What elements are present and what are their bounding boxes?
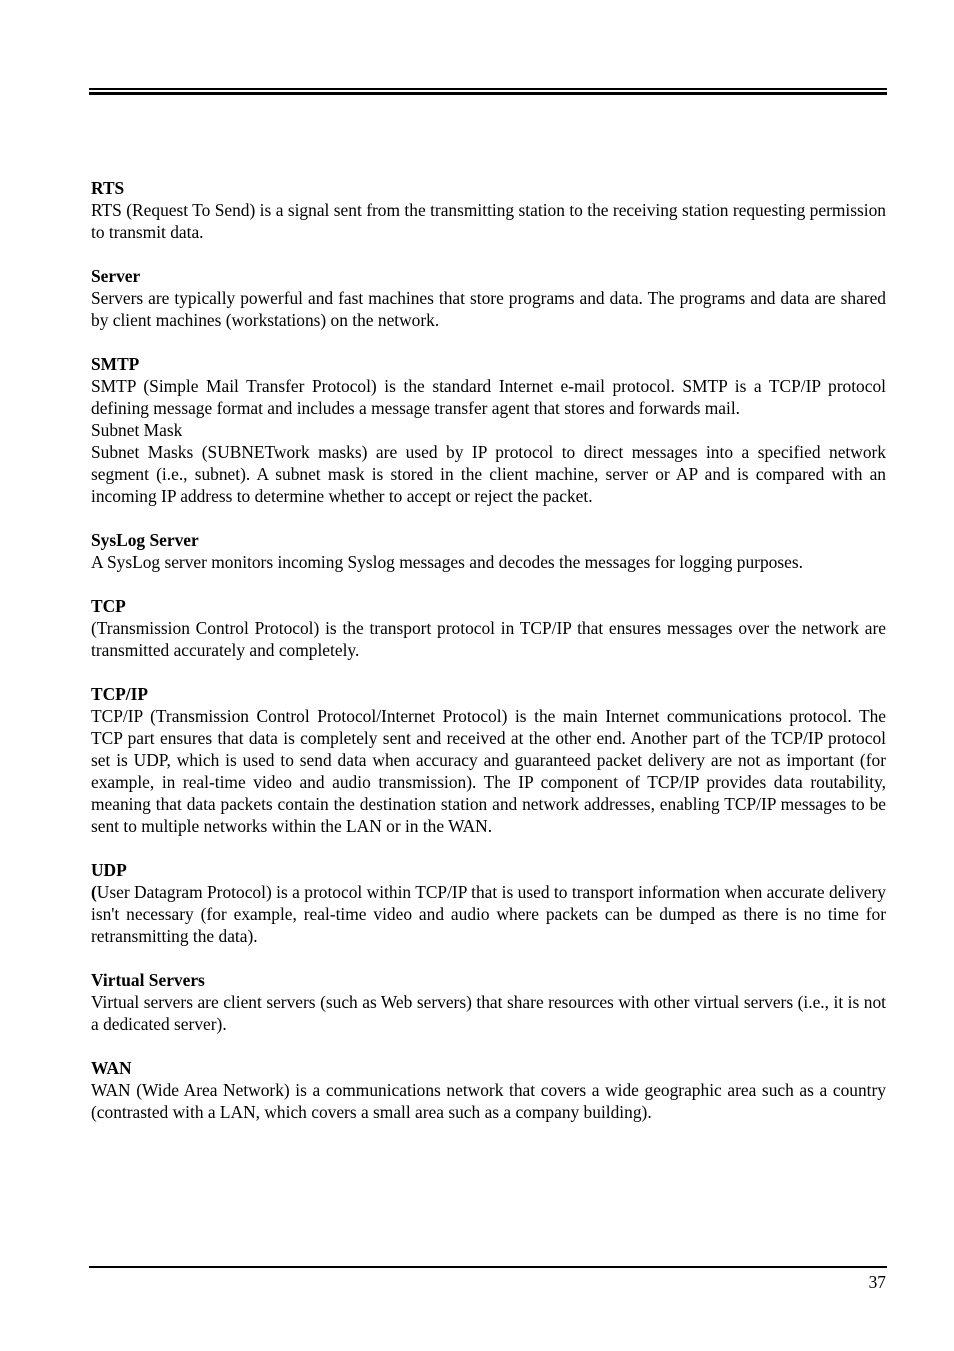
glossary-content (91, 177, 886, 1145)
glossary-term: Virtual Servers (91, 970, 205, 990)
glossary-entry-tcp-ip (91, 683, 886, 837)
glossary-entry-tcp (91, 595, 886, 661)
definition-text: User Datagram Protocol) is a protocol within TCP/IP that is used to transport information when accurate delivery isn't necessary (for example, real-time video and audio where packets can be dumped as there is no time for retransmitting the data). (91, 882, 886, 946)
footer-rule (89, 1266, 887, 1268)
glossary-entry-wan (91, 1057, 886, 1123)
glossary-definition: A SysLog server monitors incoming Syslog messages and decodes the messages for logging purposes. (91, 552, 803, 572)
glossary-entry-subnet-mask (91, 419, 886, 507)
header-rule-thick (89, 92, 887, 95)
glossary-term: WAN (91, 1058, 132, 1078)
glossary-term: SysLog Server (91, 530, 199, 550)
glossary-entry-udp (91, 859, 886, 947)
glossary-term: RTS (91, 178, 125, 198)
glossary-definition: Subnet Masks (SUBNETwork masks) are used by IP protocol to direct messages into a specified network segment (i.e., subnet). A subnet mask is stored in the client machine, server or AP and is compared with an incoming IP address to determine whether to accept or reject the packet. (91, 442, 886, 506)
glossary-term: SMTP (91, 354, 140, 374)
glossary-definition: TCP/IP (Transmission Control Protocol/Internet Protocol) is the main Internet communications protocol. The TCP part ensures that data is completely sent and received at the other end. Another part of the TCP/IP protocol set is UDP, which is used to send data when accuracy and guaranteed packet delivery are not as important (for example, in real-time video and audio transmission). The IP component of TCP/IP provides data routability, meaning that data packets contain the destination station and network addresses, enabling TCP/IP messages to be sent to multiple networks within the LAN or in the WAN. (91, 706, 886, 836)
glossary-term: Server (91, 266, 141, 286)
glossary-entry-smtp (91, 353, 886, 419)
glossary-definition: Virtual servers are client servers (such as Web servers) that share resources with other virtual servers (i.e., it is not a dedicated server). (91, 992, 886, 1034)
glossary-term: TCP (91, 596, 126, 616)
glossary-entry-virtual-servers (91, 969, 886, 1035)
definition-lead-char: ( (91, 882, 97, 902)
glossary-term: Subnet Mask (91, 420, 183, 440)
glossary-definition: SMTP (Simple Mail Transfer Protocol) is the standard Internet e-mail protocol. SMTP is a TCP/IP protocol defining message format and includes a message transfer agent that stores and forwards mail. (91, 376, 886, 418)
glossary-entry-rts (91, 177, 886, 243)
page-number: 37 (868, 1272, 886, 1292)
glossary-term: TCP/IP (91, 684, 149, 704)
glossary-definition: (Transmission Control Protocol) is the transport protocol in TCP/IP that ensures messages over the network are transmitted accurately and completely. (91, 618, 886, 660)
glossary-entry-server (91, 265, 886, 331)
glossary-definition: WAN (Wide Area Network) is a communications network that covers a wide geographic area such as a country (contrasted with a LAN, which covers a small area such as a company building). (91, 1080, 886, 1122)
glossary-definition: Servers are typically powerful and fast machines that store programs and data. The programs and data are shared by client machines (workstations) on the network. (91, 288, 886, 330)
glossary-definition (91, 881, 886, 947)
header-rule-thin (89, 88, 887, 90)
glossary-term: UDP (91, 860, 127, 880)
glossary-definition: RTS (Request To Send) is a signal sent from the transmitting station to the receiving station requesting permission to transmit data. (91, 200, 886, 242)
glossary-entry-syslog-server (91, 529, 886, 573)
